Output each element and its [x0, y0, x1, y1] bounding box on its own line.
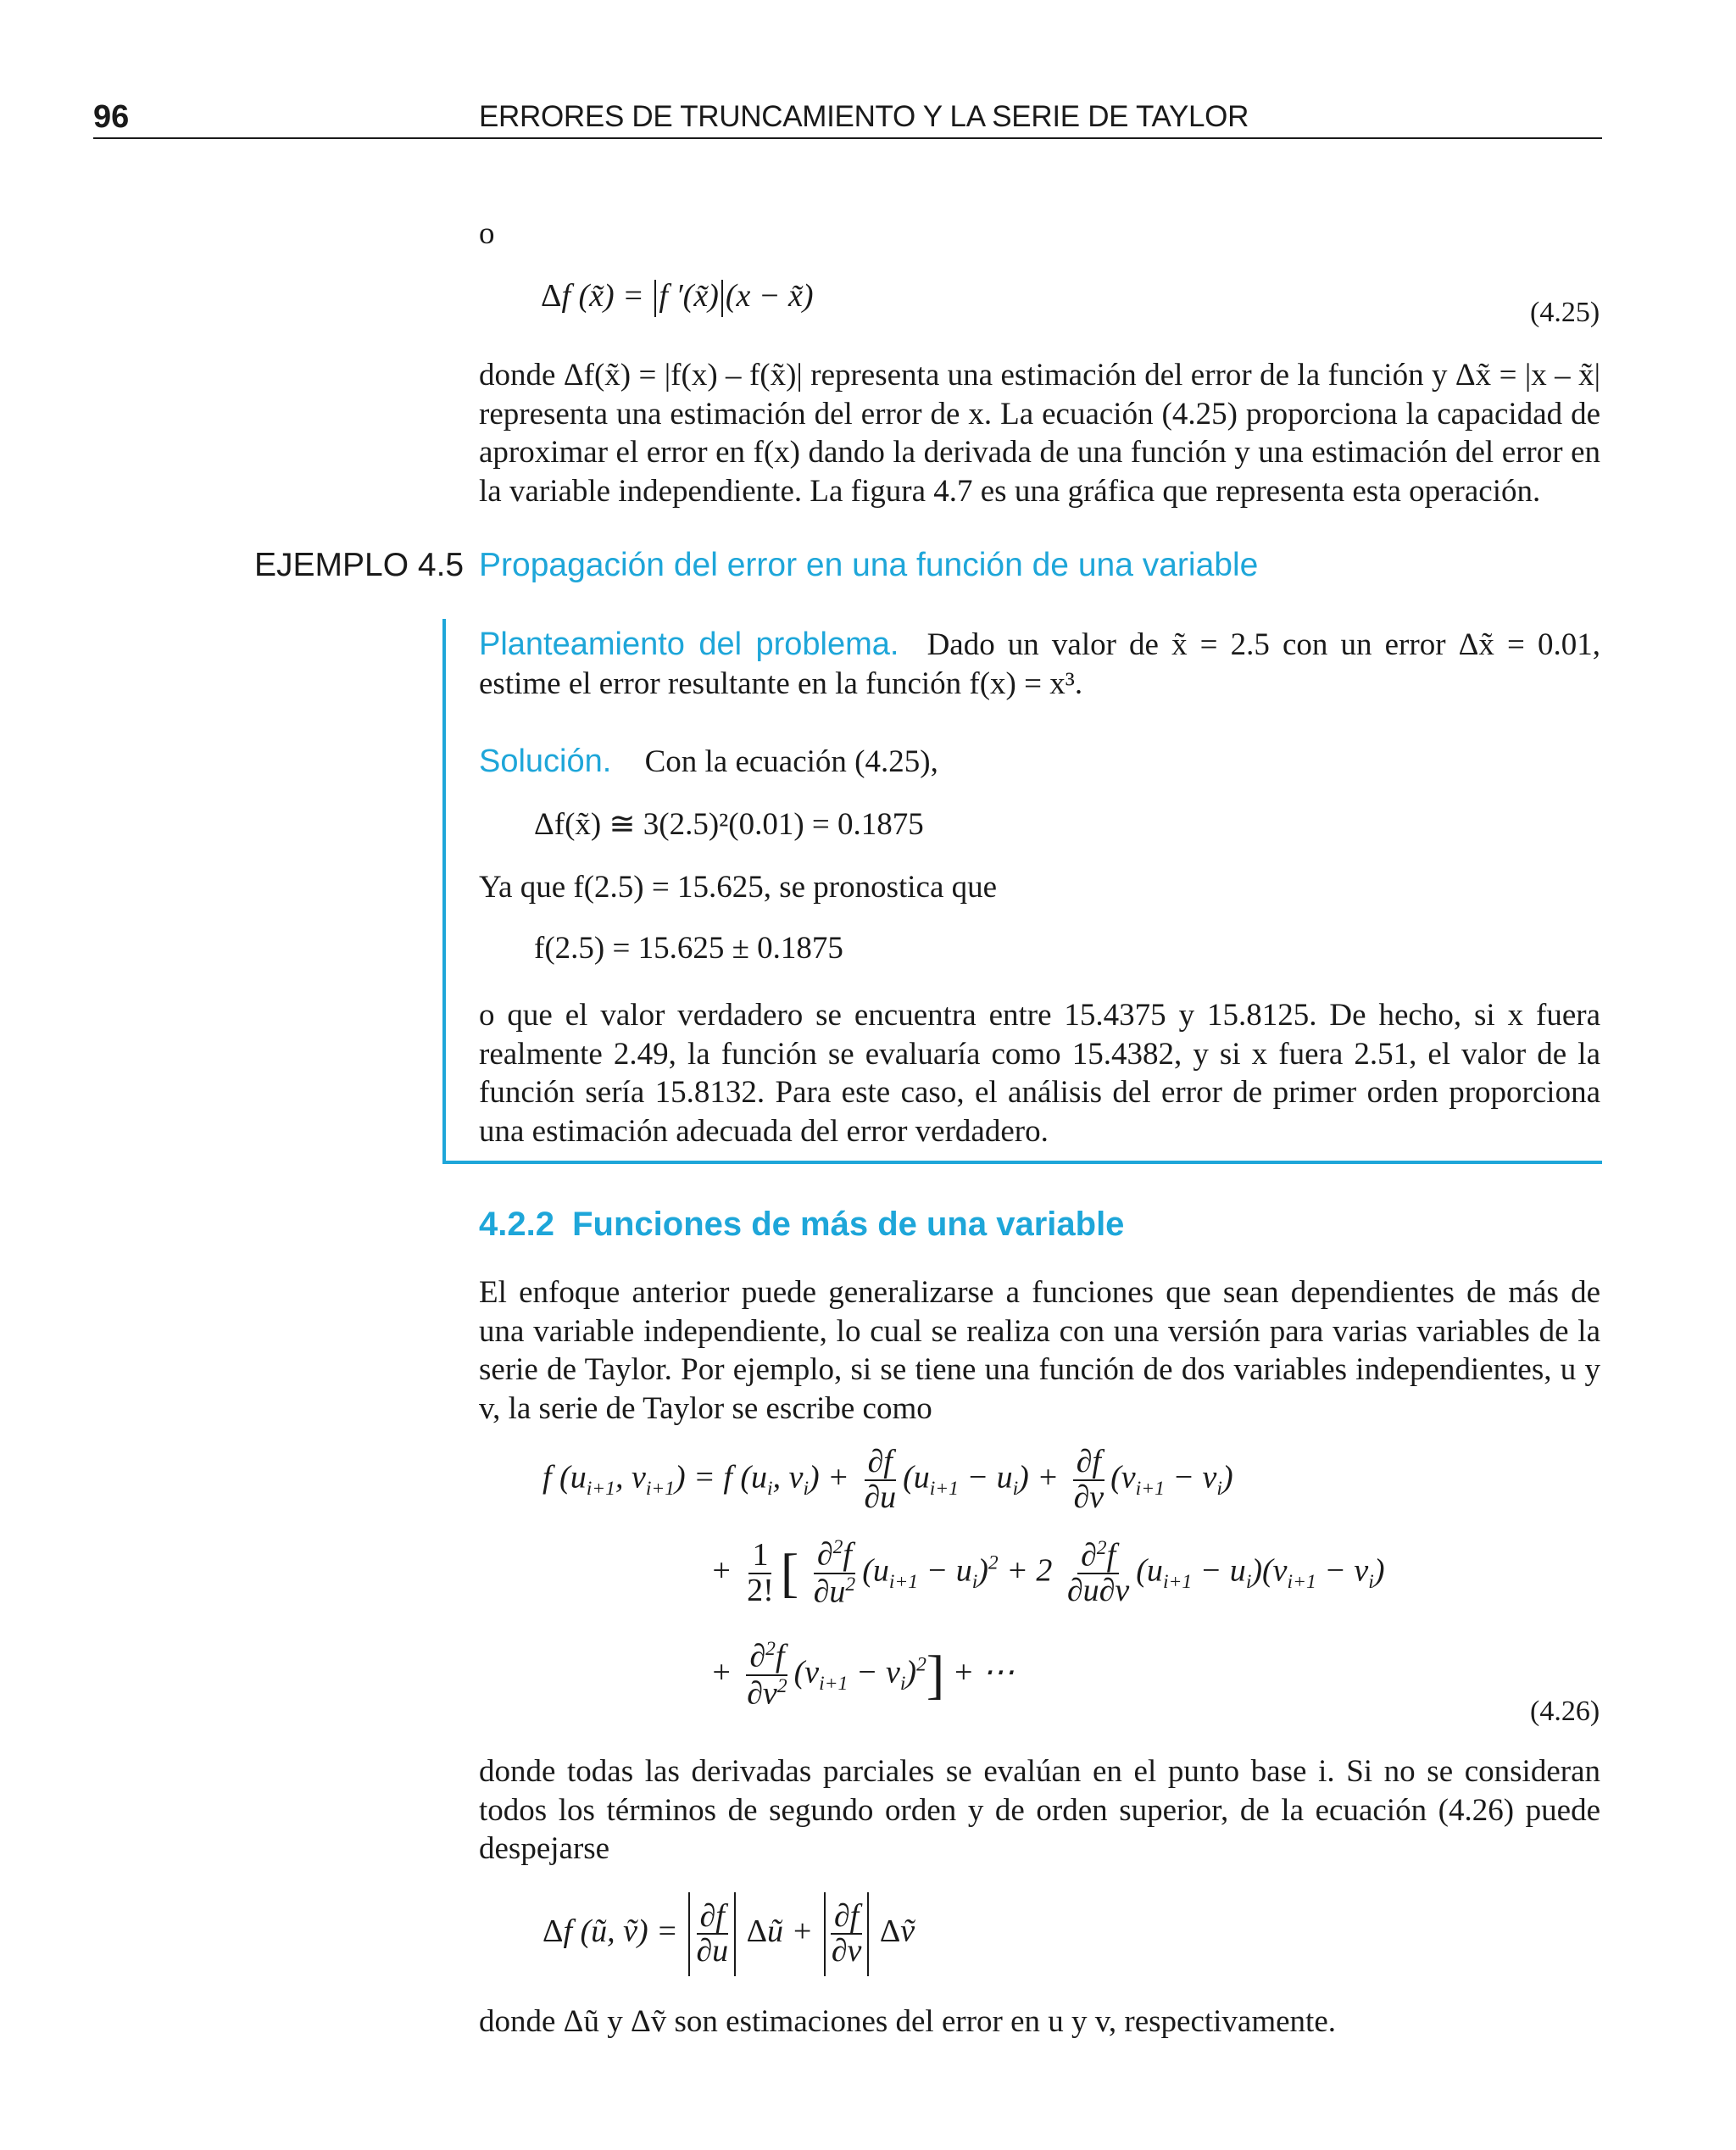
solution-intro: Con la ecuación (4.25),	[644, 744, 938, 779]
example-title: Propagación del error en una función de una variable	[479, 547, 1259, 583]
problem-heading: Planteamiento del problema.	[479, 627, 899, 662]
header-rule	[93, 137, 1602, 139]
solution-intro-line	[479, 743, 1600, 782]
solution-heading: Solución.	[479, 744, 612, 779]
final-line: donde Δũ y Δṽ son estimaciones del error en u y v, respectivamente.	[479, 2004, 1336, 2039]
equation-number-4-25: (4.25)	[1530, 297, 1600, 328]
page-number: 96	[93, 99, 130, 135]
section-title: Funciones de más de una variable	[572, 1206, 1125, 1243]
solution-equation-1: Δf(x̃) ≅ 3(2.5)²(0.01) = 0.1875	[534, 807, 924, 842]
solution-equation-2: f(2.5) = 15.625 ± 0.1875	[534, 931, 843, 966]
equation-4-26-line-2: + $\frac{1}{2!}$ [ $\frac{\partial^2f}{\partial u^2}$ $(u_{i+1} - u_i)^2 + 2$ $\frac{\partial^2f}{\partial u\partial v}$ $(u_{i+1} - u_i)(v_{i+1} - v_i)$	[710, 1536, 1385, 1610]
running-title: ERRORES DE TRUNCAMIENTO Y LA SERIE DE TAYLOR	[479, 100, 1249, 133]
equation-4-25: Δf (x̃) = f ′(x̃) (x − x̃)	[541, 277, 814, 317]
problem-statement	[479, 626, 1600, 703]
example-label: EJEMPLO 4.5	[254, 547, 465, 583]
section-heading	[479, 1206, 1124, 1244]
section-paragraph-2: donde todas las derivadas parciales se evalúan en el punto base i. Si no se consideran todos los términos de segundo orden y de orden superior, de la ecuación (4.26) puede despejarse	[479, 1754, 1600, 1866]
section-paragraph-1: El enfoque anterior puede generalizarse a funciones que sean dependientes de más de una variable independiente, lo cual se realiza con una versión para varias variables de la serie de Taylor. Por ejemplo, si se tiene una función de dos variables independientes, u y v, la serie de Taylor se escribe como	[479, 1275, 1600, 1426]
equation-number-4-26: (4.26)	[1530, 1696, 1600, 1727]
example-bottom-rule	[442, 1161, 1602, 1164]
equation-4-26-line-1: f ($u_{i+1}$, $v_{i+1}) = f$ ($u_i$, $v_i$) + $\frac{\partial f}{\partial u}$ $(u_{i+1} - u_i)$ + $\frac{\partial f}{\partial v}$ $(v_{i+1} - v_i)$	[542, 1444, 1233, 1515]
equation-error-two-variables: Δf (ũ, ṽ) = $\frac{\partial f}{\partial u}$ Δũ + $\frac{\partial f}{\partial v}$ Δṽ	[542, 1892, 915, 1976]
problem-text: Dado un valor de x̃ = 2.5 con un error Δx̃ = 0.01, estime el error resultante en la función f(x) = x³.	[479, 627, 1600, 701]
intro-paragraph: donde Δf(x̃) = |f(x) – f(x̃)| representa una estimación del error de la función y Δx̃ = |x – x̃| representa una estimación del error de x. La ecuación (4.25) proporciona la capacidad de aproximar el error en f(x) dando la derivada de una función y una estimación del error en la variable independiente. La figura 4.7 es una gráfica que representa esta operación.	[479, 358, 1600, 509]
solution-line-2: Ya que f(2.5) = 15.625, se pronostica que	[479, 870, 998, 905]
solution-paragraph: o que el valor verdadero se encuentra entre 15.4375 y 15.8125. De hecho, si x fuera realmente 2.49, la función se evaluaría como 15.4382, y si x fuera 2.51, el valor de la función sería 15.8132. Para este caso, el análisis del error de primer orden proporciona una estimación adecuada del error verdadero.	[479, 998, 1600, 1149]
example-left-rule	[442, 619, 446, 1164]
or-word: o	[479, 216, 495, 251]
equation-4-26-line-3: + $\frac{\partial^2f}{\partial v^2}$ $(v_{i+1} - v_i)^2$] + ⋯	[710, 1638, 1015, 1712]
section-number: 4.2.2	[479, 1206, 554, 1243]
